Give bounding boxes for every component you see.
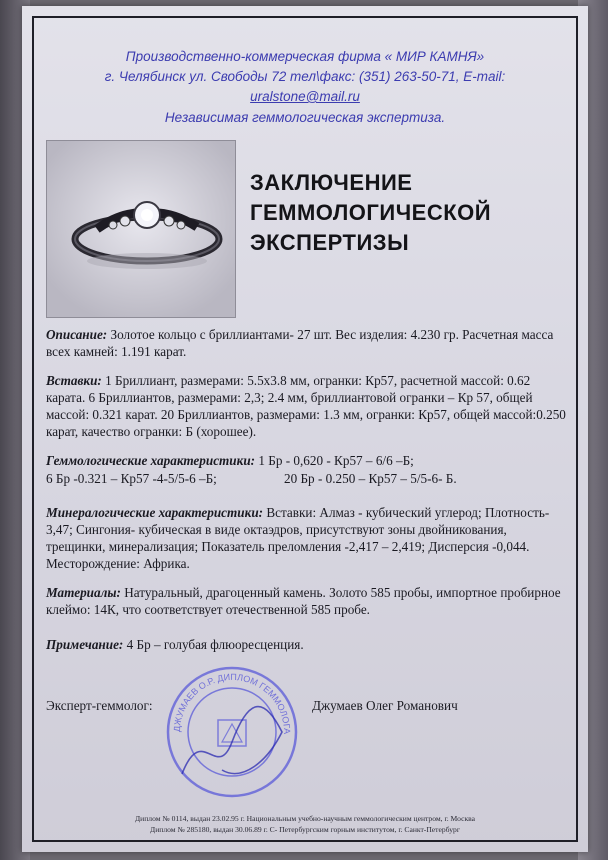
diploma-line-2: Диплом № 285180, выдан 30.06.89 г. С- Петербургским горным институтом, г. Санкт-Петербург [150,825,460,834]
note-label: Примечание: [46,637,124,652]
description-section [46,326,566,360]
description-text: Золотое кольцо с бриллиантами- 27 шт. Вес изделия: 4.230 гр. Расчетная масса всех камней: 1.191 карат. [46,327,554,359]
note-text: 4 Бр – голубая флюоресценция. [123,637,304,652]
company-email-line [22,88,588,106]
materials-section [46,584,566,618]
company-address-line: г. Челябинск ул. Свободы 72 тел\факс: (351) 263-50-71, E-mail: [104,69,506,84]
title-line-1: ЗАКЛЮЧЕНИЕ [250,170,413,195]
email-link[interactable]: uralstone@mail.ru [250,89,360,104]
inserts-text: 1 Бриллиант, размерами: 5.5х3.8 мм, огранки: Кр57, расчетной массой: 0.62 карата. 6 Бриллиантов, размерами: 2,3; 2.4 мм, бриллиантовой огранки – Кр 57, общей массой: 0.321 карат. 20 Бриллиантов, размерами: 1.3 мм, огранки: Кр57, общей массой:0.250 карат, качество огранки: Б (хорошее). [46,373,566,439]
gemological-section [46,452,566,469]
materials-text: Натуральный, драгоценный камень. Золото 585 пробы, импортное пробирное клеймо: 14К, что соответствует отечественной 585 пробе. [46,585,561,617]
expert-name: Джумаев Олег Романович [312,698,458,713]
gemological-row-2-right: 20 Бр - 0.250 – Кр57 – 5/5-6- Б. [284,471,457,486]
diploma-line-1: Диплом № 0114, выдан 23.02.95 г. Национальным учебно-научным геммологическим центром, г. Москва [134,814,476,823]
ring-photo-icon [47,141,235,317]
expert-stamp-icon [162,662,302,802]
mineralogical-text: Вставки: Алмаз - кубический углерод; Плотность- 3,47; Сингония- кубическая в виде октаэдров, присутствуют зоны двойникования, трещинки, минерализация; Показатель преломления -2,417 – 2,419; Дисперсия -0,044. Месторождение: Африка. [46,505,550,571]
expertise-subtitle: Независимая геммологическая экспертиза. [164,110,446,125]
materials-label: Материалы: [46,585,121,600]
title-line-3: ЭКСПЕРТИЗЫ [250,230,410,255]
mineralogical-label: Минералогические характеристики: [46,505,264,520]
inserts-section [46,372,566,440]
expert-role-label: Эксперт-геммолог: [46,698,153,713]
gemological-row-2-left: 6 Бр -0.321 – Кр57 -4-5/5-6 –Б; [46,471,217,486]
description-label: Описание: [46,327,108,342]
certificate-document [22,6,588,852]
title-line-2: ГЕММОЛОГИЧЕСКОЙ [250,200,492,225]
note-section [46,636,566,653]
document-title [250,168,570,258]
gemological-label: Геммологические характеристики: [46,453,256,468]
inserts-label: Вставки: [46,373,102,388]
ring-photo [46,140,236,318]
mineralogical-section [46,504,566,572]
stamp-ring-text: ДЖУМАЕВ О.Р. ДИПЛОМ ГЕММОЛОГА [171,671,293,735]
gemological-row-1: 1 Бр - 0,620 - Кр57 – 6/6 –Б; [258,453,414,468]
company-name-line: Производственно-коммерческая фирма « МИР КАМНЯ» [125,49,485,64]
